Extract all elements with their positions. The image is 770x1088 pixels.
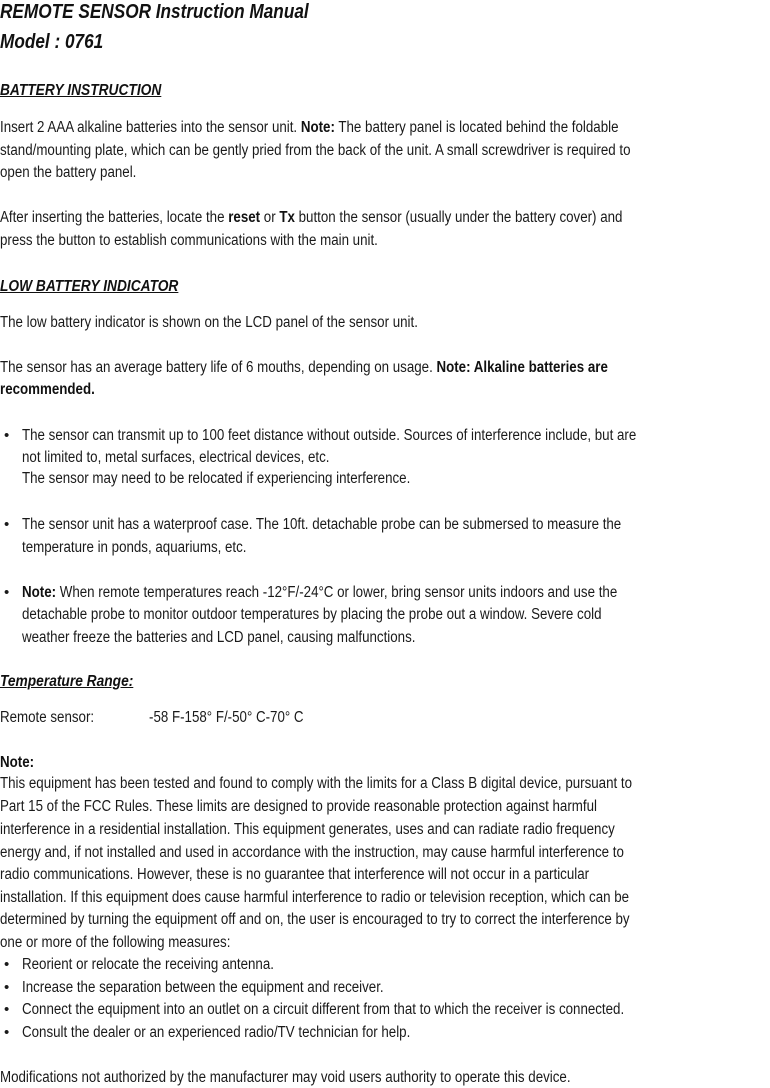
battery-heading: BATTERY INSTRUCTION bbox=[0, 82, 162, 99]
bullet-1-line-3: The sensor may need to be relocated if experiencing interference. bbox=[22, 470, 411, 487]
bullet-marker: • bbox=[4, 584, 10, 601]
battery-paragraph-2-line-2: press the button to establish communications with the main unit. bbox=[0, 232, 378, 249]
manual-title: REMOTE SENSOR Instruction Manual bbox=[0, 1, 309, 23]
low-battery-heading: LOW BATTERY INDICATOR bbox=[0, 278, 179, 295]
battery-note-label: Note: bbox=[300, 119, 335, 136]
bullet-marker: • bbox=[4, 427, 10, 444]
fcc-line-3: interference in a residential installation. This equipment generates, uses and can radiate radio frequency bbox=[0, 821, 615, 838]
bullet-1-line-2: not limited to, metal surfaces, electrical devices, etc. bbox=[22, 449, 330, 466]
bullet-marker: • bbox=[4, 956, 10, 973]
fcc-measure-3: Connect the equipment into an outlet on a circuit different from that to which the receiver is connected. bbox=[22, 1001, 625, 1018]
fcc-note-heading: Note: bbox=[0, 754, 35, 771]
battery-paragraph-1-line-3: open the battery panel. bbox=[0, 164, 137, 181]
battery-paragraph-1-line-2: stand/mounting plate, which can be gently pried from the back of the unit. A small screwdriver is required to bbox=[0, 142, 631, 159]
fcc-measure-4: Consult the dealer or an experienced radio/TV technician for help. bbox=[22, 1024, 411, 1041]
temperature-range-heading: Temperature Range: bbox=[0, 673, 134, 690]
fcc-line-2: Part 15 of the FCC Rules. These limits are designed to provide reasonable protection against harmful bbox=[0, 798, 597, 815]
bullet-3-line-2: detachable probe to monitor outdoor temperatures by placing the probe out a window. Severe cold bbox=[22, 606, 602, 623]
modifications-footer: Modifications not authorized by the manufacturer may void users authority to operate this device. bbox=[0, 1069, 571, 1086]
low-battery-paragraph-2-line-2: recommended. bbox=[0, 381, 95, 398]
fcc-line-5: radio communications. However, these is no guarantee that interference will not occur in a particular bbox=[0, 866, 590, 883]
fcc-line-7: determined by turning the equipment off and on, the user is encouraged to try to correct the interference by bbox=[0, 911, 630, 928]
battery-paragraph-2: After inserting the batteries, locate the reset or Tx button the sensor (usually under the battery cover) and bbox=[0, 209, 623, 226]
bullet-1-line-1: The sensor can transmit up to 100 feet distance without outside. Sources of interference include, but are bbox=[22, 427, 637, 444]
remote-sensor-label: Remote sensor: bbox=[0, 709, 95, 726]
model-number: Model : 0761 bbox=[0, 31, 104, 53]
bullet-3-line-3: weather freeze the batteries and LCD panel, causing malfunctions. bbox=[22, 629, 416, 646]
tx-label: Tx bbox=[279, 209, 295, 226]
bullet-marker: • bbox=[4, 516, 10, 533]
remote-sensor-range-value: -58 F-158° F/-50° C-70° C bbox=[149, 709, 304, 726]
battery-paragraph-1: Insert 2 AAA alkaline batteries into the sensor unit. Note: The battery panel is located behind the foldable bbox=[0, 119, 619, 136]
low-battery-paragraph-2: The sensor has an average battery life of 6 mouths, depending on usage. Note: Alkaline batteries are bbox=[0, 359, 608, 376]
bullet-marker: • bbox=[4, 979, 10, 996]
fcc-line-6: installation. If this equipment does cause harmful interference to radio or television reception, which can be bbox=[0, 889, 630, 906]
bullet-2-line-1: The sensor unit has a waterproof case. The 10ft. detachable probe can be submersed to measure the bbox=[22, 516, 622, 533]
fcc-line-4: energy and, if not installed and used in accordance with the instruction, may cause harmful interference to bbox=[0, 844, 624, 861]
bullet-marker: • bbox=[4, 1001, 10, 1018]
low-battery-paragraph-1: The low battery indicator is shown on the LCD panel of the sensor unit. bbox=[0, 314, 418, 331]
reset-label: reset bbox=[228, 209, 261, 226]
bullet-2-line-2: temperature in ponds, aquariums, etc. bbox=[22, 539, 247, 556]
bullet-marker: • bbox=[4, 1024, 10, 1041]
fcc-measure-1: Reorient or relocate the receiving antenna. bbox=[22, 956, 274, 973]
bullet-3-line-1: Note: When remote temperatures reach -12°F/-24°C or lower, bring sensor units indoors and use the bbox=[22, 584, 618, 601]
fcc-line-1: This equipment has been tested and found to comply with the limits for a Class B digital device, pursuant to bbox=[0, 775, 633, 792]
fcc-measure-2: Increase the separation between the equipment and receiver. bbox=[22, 979, 384, 996]
fcc-line-8: one or more of the following measures: bbox=[0, 934, 231, 951]
